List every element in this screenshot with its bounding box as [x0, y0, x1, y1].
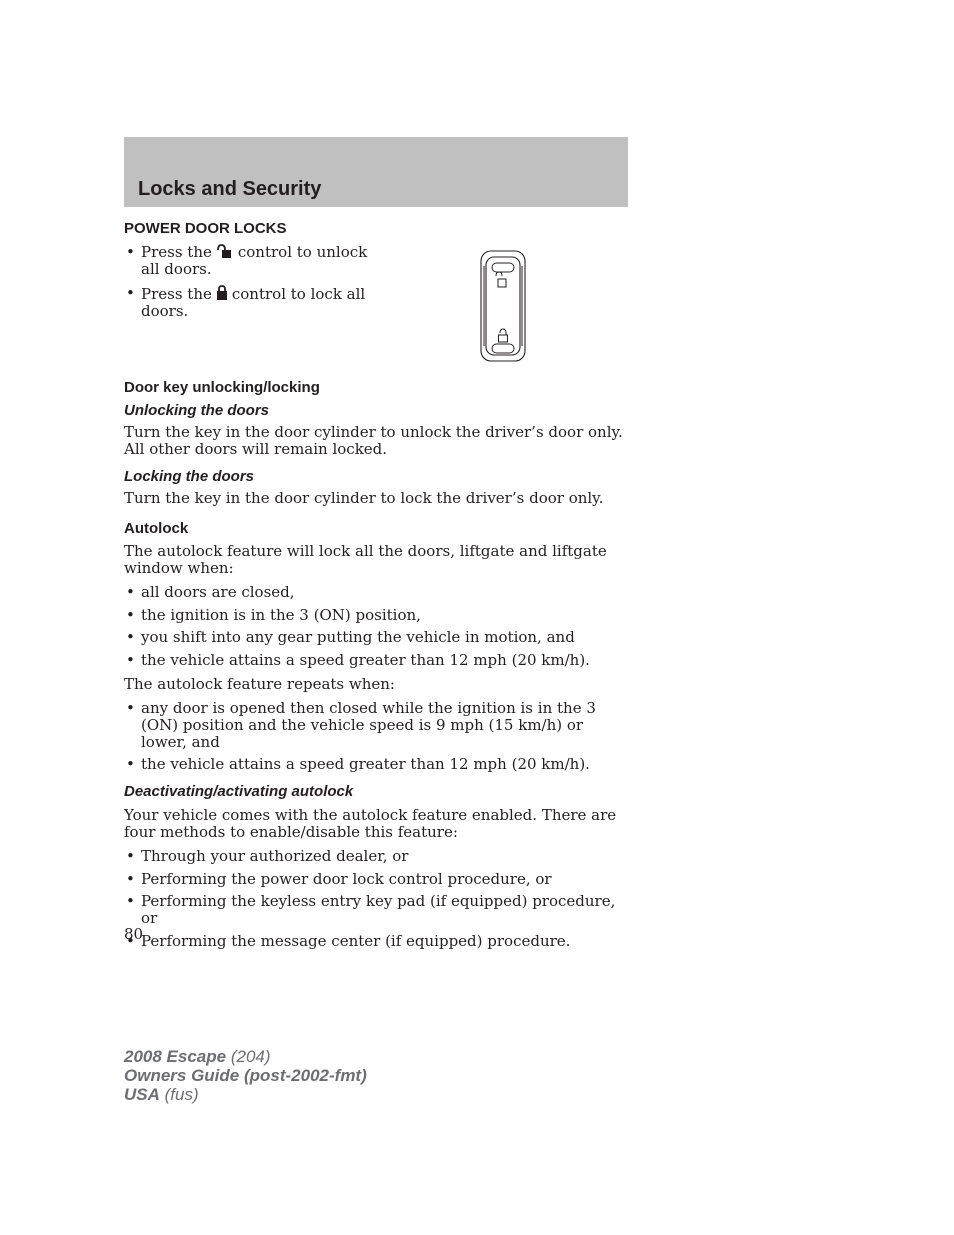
section-title: Locks and Security: [138, 178, 322, 200]
autolock-repeat-intro: The autolock feature repeats when:: [124, 674, 395, 693]
locking-doors-heading: Locking the doors: [124, 468, 255, 485]
footer-line-market: USA (fus): [124, 1085, 199, 1104]
lock-icon: [216, 285, 228, 300]
list-item: • all doors are closed,: [124, 584, 624, 601]
unlock-icon: [216, 244, 234, 258]
list-item: • the vehicle attains a speed greater than 12 mph (20 km/h).: [124, 652, 624, 669]
power-door-locks-heading: POWER DOOR LOCKS: [124, 220, 287, 237]
unlocking-doors-heading: Unlocking the doors: [124, 402, 270, 419]
list-item: • Press the control to lock all doors.: [124, 285, 389, 320]
unlocking-doors-text: Turn the key in the door cylinder to unlock the driver’s door only. All other doors will remain locked.: [124, 423, 623, 458]
list-item: • Press the control to unlock all doors.: [124, 244, 389, 278]
autolock-conditions-list: [124, 584, 624, 669]
list-item: • Performing the message center (if equipped) procedure.: [124, 933, 624, 950]
power-door-locks-list: [124, 244, 389, 320]
autolock-intro: The autolock feature will lock all the doors, liftgate and liftgate window when:: [124, 542, 607, 577]
list-item: • you shift into any gear putting the vehicle in motion, and: [124, 629, 624, 646]
list-item: • any door is opened then closed while the ignition is in the 3 (ON) position and the vehicle speed is 9 mph (15 km/h) or lower, and: [124, 700, 624, 751]
door-key-heading: Door key unlocking/locking: [124, 379, 320, 396]
deactivating-methods-list: [124, 848, 624, 950]
deactivating-intro: Your vehicle comes with the autolock feature enabled. There are four methods to enable/disable this feature:: [124, 806, 617, 841]
footer-line-guide: Owners Guide (post-2002-fmt): [124, 1066, 367, 1085]
autolock-heading: Autolock: [124, 520, 189, 537]
list-item: • Performing the keyless entry key pad (if equipped) procedure, or: [124, 893, 624, 927]
deactivating-autolock-heading: Deactivating/activating autolock: [124, 783, 354, 800]
locking-doors-text: Turn the key in the door cylinder to lock the driver’s door only.: [124, 489, 604, 507]
section-header-band: [124, 137, 628, 207]
list-item: • Performing the power door lock control procedure, or: [124, 871, 624, 888]
page-number: 80: [124, 925, 144, 943]
document-footer: [124, 1047, 367, 1104]
footer-line-model: 2008 Escape (204): [124, 1047, 271, 1066]
list-item: • the vehicle attains a speed greater than 12 mph (20 km/h).: [124, 756, 624, 773]
page-content: [124, 220, 624, 957]
list-item: • Through your authorized dealer, or: [124, 848, 624, 865]
autolock-repeat-list: [124, 700, 624, 774]
list-item: • the ignition is in the 3 (ON) position,: [124, 607, 624, 624]
